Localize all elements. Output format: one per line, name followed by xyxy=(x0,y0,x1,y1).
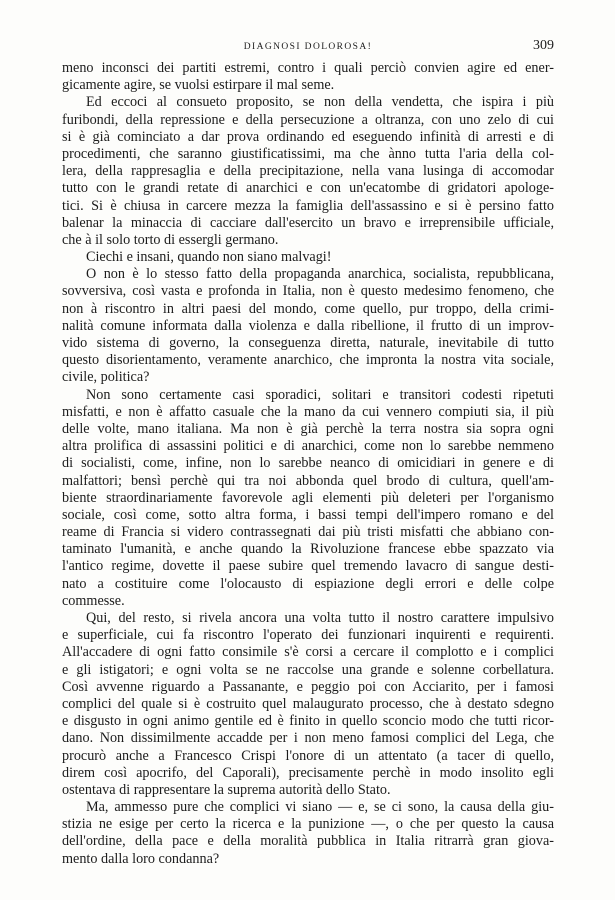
text-line: e gli istigatori; e ogni volta se ne raccolse una grande e solenne corbellatura. xyxy=(62,661,554,678)
text-line: All'accadere di ogni fatto consimile s'è corsi a cercare il complotto e i complici xyxy=(62,644,554,661)
text-line: si è già cominciato a dar prova ordinando ed eseguendo infinità di arresti e di xyxy=(62,128,554,145)
text-line: dell'ordine, della pace e della moralità pubblica in Italia ritrarrà gran giova- xyxy=(62,833,554,850)
text-line: non à riscontro in altri paesi del mondo, come quello, pur troppo, della crimi- xyxy=(62,300,554,317)
text-line: meno inconsci dei partiti estremi, contro i quali perciò convien agire ed ener- xyxy=(62,60,554,76)
text-line: O non è lo stesso fatto della propaganda anarchica, socialista, repubblicana, xyxy=(86,266,554,283)
paragraph xyxy=(62,387,554,610)
page-header xyxy=(62,38,554,58)
text-line: malfattori; bensì perchè qui tra noi abbonda quel brodo di cultura, quell'am- xyxy=(62,472,554,489)
text-line: taminato l'umanità, e anche quando la Rivoluzione francese ebbe spazzato via xyxy=(62,541,554,558)
text-line: questo disorientamento, veramente anarchico, che impronta la nostra vita sociale, xyxy=(62,352,554,369)
text-line: Qui, del resto, si rivela ancora una volta tutto il nostro carattere impulsivo xyxy=(86,610,554,626)
paragraph xyxy=(62,94,554,249)
text-line: sociale, così come, sotto altra forma, i bassi tempi dell'impero romano e del xyxy=(62,506,554,523)
text-line: Ma, ammesso pure che complici vi siano — e, se ci sono, la causa della giu- xyxy=(86,799,554,816)
text-line: Così avvenne riguardo a Passanante, e peggio poi con Acciarito, per i famosi xyxy=(62,678,554,695)
text-line: l'antico regime, dovette il paese subire quel tremendo lavacro di sangue desti- xyxy=(62,558,554,575)
text-line: reame di Francia si videro contrassegnati dai più tristi misfatti che abbiano con- xyxy=(62,524,554,541)
paragraph xyxy=(62,610,554,799)
text-line: procurò anche a Francesco Crispi l'onore di un attentato (a tacer di quello, xyxy=(62,747,554,764)
text-line: nalità comune informata dalla violenza e dalla ribellione, il frutto di un improv- xyxy=(62,317,554,334)
text-line: balenar la minaccia di cacciare dall'esercito un bravo e irreprensibile ufficiale, xyxy=(62,214,554,231)
paragraph xyxy=(62,60,554,94)
paragraph xyxy=(62,799,554,868)
text-line: stizia ne esige per certo la ricerca e la punizione —, o che per questo la causa xyxy=(62,816,554,833)
text-line: delle volte, mano italiana. Ma non è già perchè la terra nostra sia sopra ogni xyxy=(62,420,554,437)
text-line: civile, politica? xyxy=(62,369,150,386)
text-line: procedimenti, che saranno giustificatissimi, ma che ànno tutta l'aria della col- xyxy=(62,145,554,162)
text-line: di socialisti, come, infine, non lo sarebbe neanco di omicidiari in genere e di xyxy=(62,455,554,472)
body-text xyxy=(62,60,554,868)
text-line: Ciechi e insani, quando non siano malvagi! xyxy=(86,249,332,266)
text-line: e disgusto in ogni animo gentile ed è finito in quello sconcio modo che tutti ricor- xyxy=(62,713,554,730)
text-line: lera, della rappresaglia e della precipitazione, nella vana lusinga di accomodar xyxy=(62,163,554,180)
text-line: Ed eccoci al consueto proposito, se non della vendetta, che ispira i più xyxy=(86,94,554,111)
text-line: Non sono certamente casi sporadici, solitari e transitori codesti ripetuti xyxy=(86,386,554,403)
text-line: dano. Non dissimilmente accadde per i non meno famosi complici del Lega, che xyxy=(62,730,554,747)
text-line: misfatti, e non è affatto casuale che la mano da cui vennero compiuti sia, il più xyxy=(62,403,554,420)
text-line: tutto con le grandi retate di anarchici e con un'ecatombe di gridatori apologe- xyxy=(62,180,554,197)
text-line: sovversiva, così vasta e profonda in Italia, non è questo medesimo fenomeno, che xyxy=(62,283,554,300)
text-line: commesse. xyxy=(62,592,125,609)
text-line: tici. Si è chiusa in carcere mezza la famiglia dell'assassino e si è persino fatto xyxy=(62,197,554,214)
text-line: furibondi, della repressione e della persecuzione a oltranza, con uno zelo di cui xyxy=(62,111,554,128)
text-line: mento dalla loro condanna? xyxy=(62,850,220,867)
text-line: complici del quale si è costruito quel malaugurato processo, che à destato sdegno xyxy=(62,695,554,712)
text-line: gicamente agire, se vuolsi estirpare il mal seme. xyxy=(62,77,335,94)
text-line: biente straordinariamente favorevole agli elementi più deleteri per l'organismo xyxy=(62,489,554,506)
text-line: altra prolifica di assassini politici e di anarchici, come non lo sarebbe nemmeno xyxy=(62,438,554,455)
paragraph xyxy=(62,266,554,386)
page-number: 309 xyxy=(533,38,554,53)
paragraph xyxy=(62,249,554,266)
running-title: DIAGNOSI DOLOROSA! xyxy=(243,42,373,52)
text-line: ostentava di rappresentare la suprema autorità dello Stato. xyxy=(62,781,391,798)
text-line: che à il solo torto di essergli germano. xyxy=(62,231,279,248)
text-line: nato a costituire come l'olocausto di espiazione degli errori e delle colpe xyxy=(62,575,554,592)
text-line: direm così apocrifo, del Caporali), precisamente perchè in modo insolito egli xyxy=(62,764,554,781)
text-line: e superficiale, cui fa riscontro l'operato dei funzionari inquirenti e requirenti. xyxy=(62,627,554,644)
text-line: vido sistema di governo, la conseguenza diretta, naturale, inevitabile di tutto xyxy=(62,335,554,351)
